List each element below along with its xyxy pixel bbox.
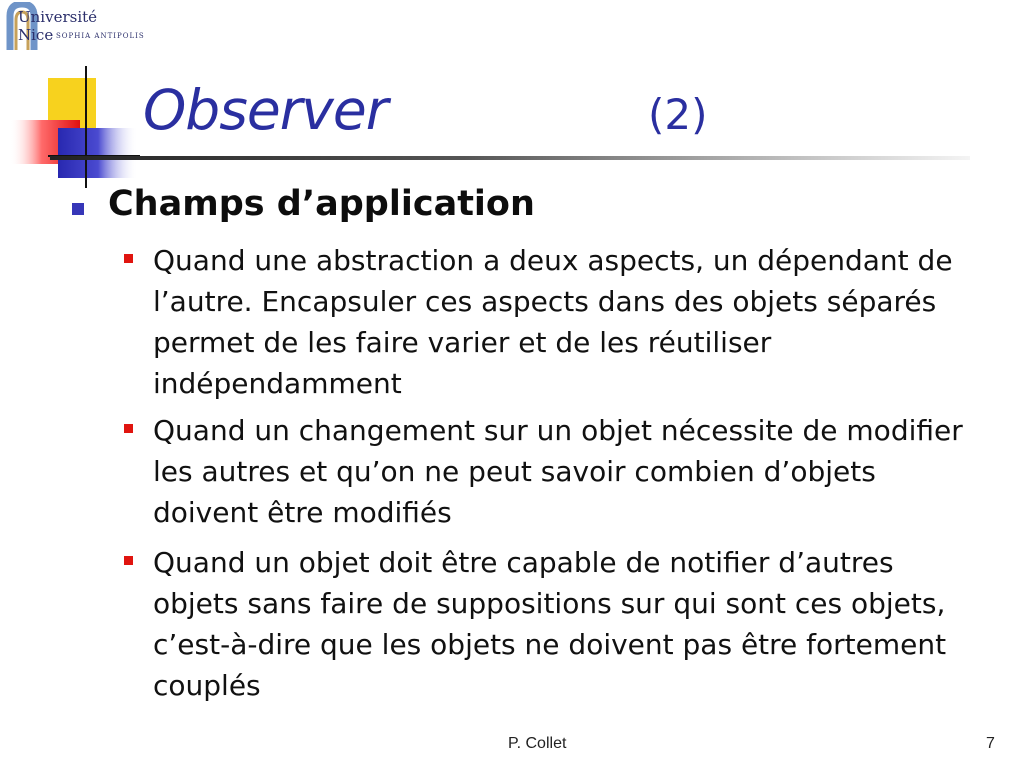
slide-title-number: (2) (648, 90, 708, 139)
list-item-text: Quand une abstraction a deux aspects, un dépendant de l’autre. Encapsuler ces aspects dans des objets séparés permet de les faire varier et de les réutiliser indépendamment (153, 244, 953, 400)
footer-author: P. Collet (508, 735, 567, 752)
university-logo (4, 2, 144, 54)
logo-text-sophia: SOPHIA ANTIPOLIS (56, 32, 145, 40)
page-number: 7 (986, 735, 995, 752)
logo-text-nice: Nice (18, 26, 54, 44)
logo-text-universite: Université (18, 8, 98, 26)
bullet-square-red-icon (124, 424, 133, 433)
section-heading: Champs d’application (108, 184, 535, 224)
title-underline (50, 156, 970, 160)
decorative-squares (10, 66, 140, 190)
slide-title: Observer (143, 78, 388, 142)
bullet-square-red-icon (124, 556, 133, 565)
list-item-text: Quand un objet doit être capable de notifier d’autres objets sans faire de suppositions sur qui sont ces objets, c’est-à-dire que les objets ne doivent pas être fortement couplés (153, 546, 947, 702)
bullet-square-blue-icon (72, 203, 84, 215)
list-item-text: Quand un changement sur un objet nécessite de modifier les autres et qu’on ne peut savoir combien d’objets doivent être modifiés (153, 414, 963, 529)
bullet-square-red-icon (124, 254, 133, 263)
